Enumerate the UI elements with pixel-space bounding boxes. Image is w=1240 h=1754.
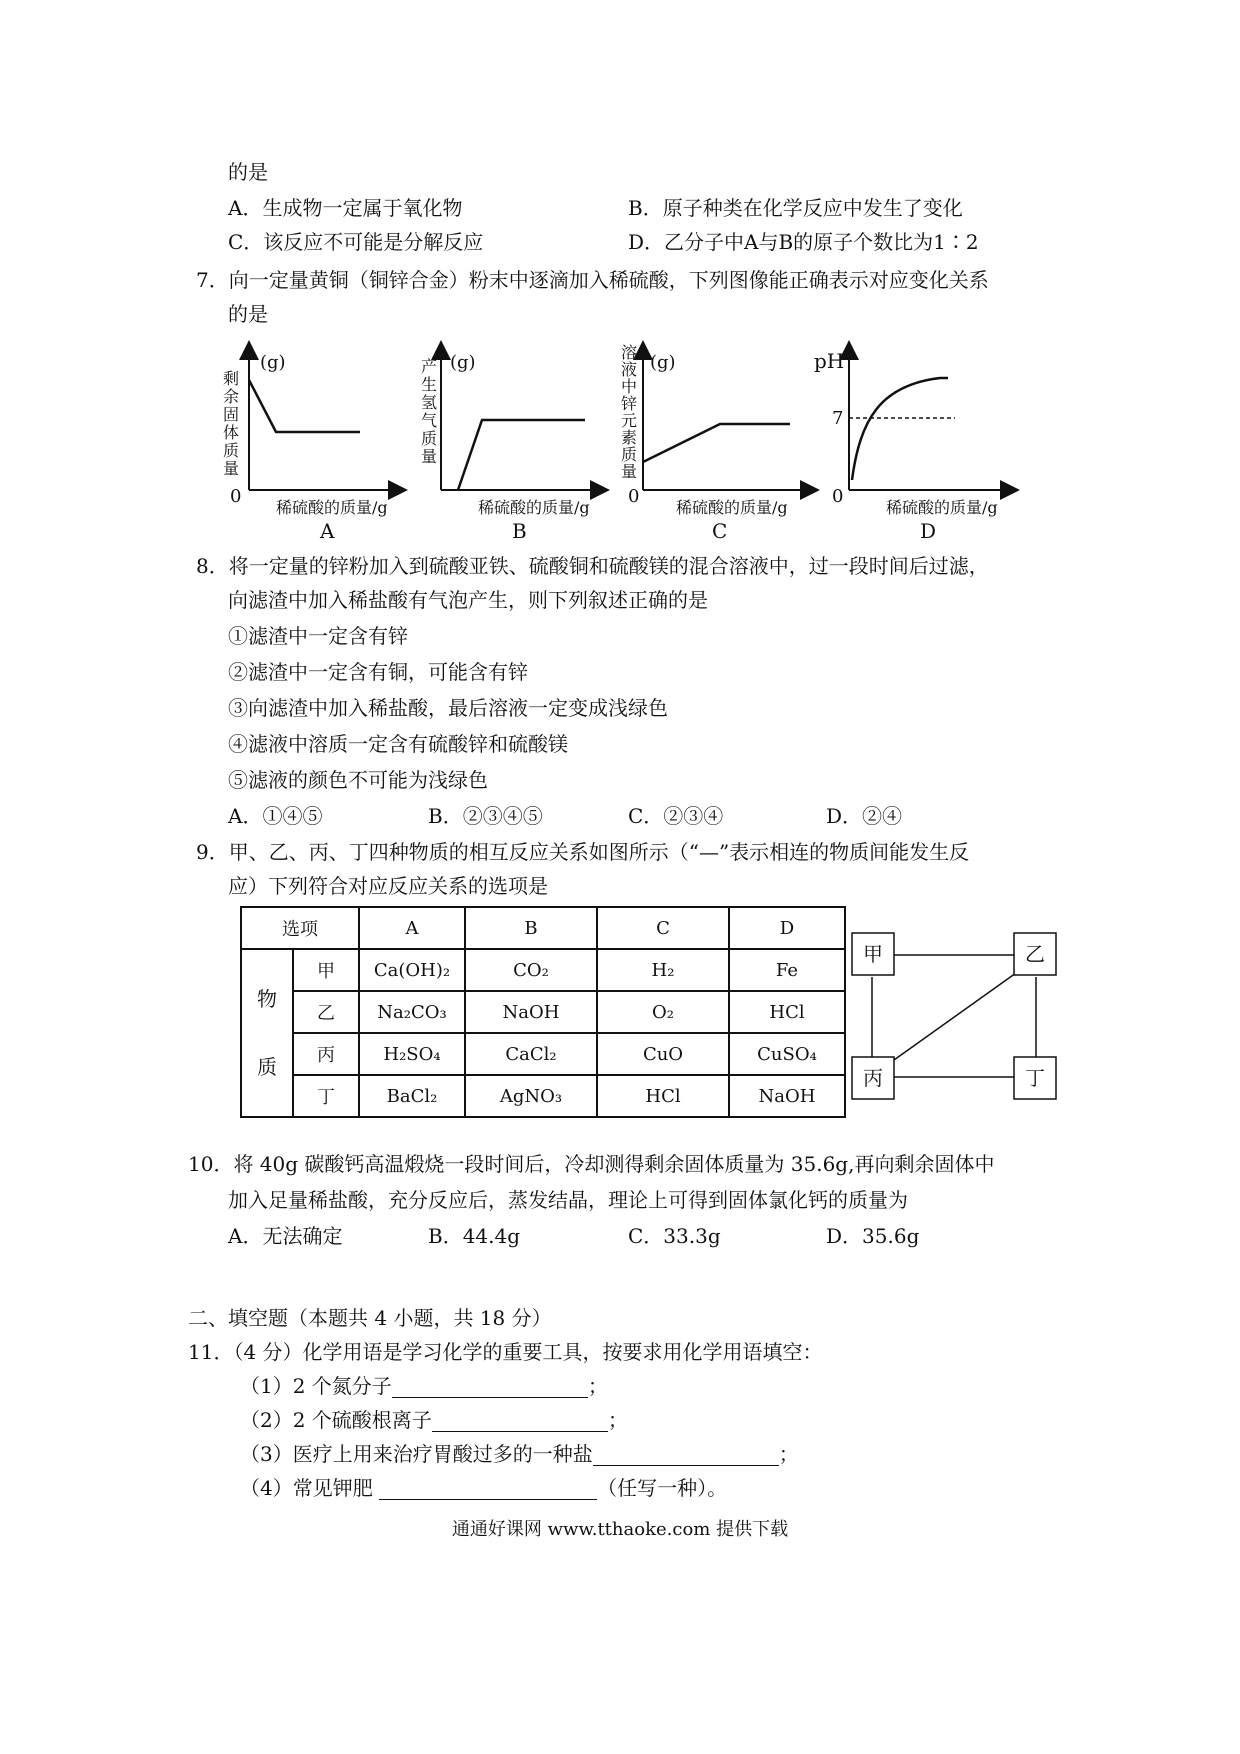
chart-b-letter: B <box>512 519 527 543</box>
q7-stem-line2: 的是 <box>228 302 268 326</box>
table-cell: CuSO₄ <box>729 1033 845 1075</box>
table-row-label: 丙 <box>293 1033 359 1075</box>
answer-blank-3[interactable] <box>593 1445 779 1466</box>
q11-sub-4-text: （4）常见钾肥 <box>240 1476 373 1500</box>
q10-stem-line1: 10．将 40g 碳酸钙高温煅烧一段时间后，冷却测得剩余固体质量为 35.6g,再向剩余固体中 <box>188 1152 995 1176</box>
table-cell: Fe <box>729 949 845 991</box>
chart-d-letter: D <box>920 519 937 543</box>
chart-b-ylabel: 产生氢气质量 <box>418 358 438 466</box>
table-cell: CO₂ <box>465 949 597 991</box>
chart-b-curve <box>458 420 585 490</box>
chart-c-letter: C <box>712 519 728 543</box>
chart-d-zero: 0 <box>832 486 844 507</box>
q11-sub-2-text: （2）2 个硫酸根离子 <box>240 1408 432 1432</box>
diagram-label-ding: 丁 <box>1025 1066 1045 1090</box>
chart-a-zero: 0 <box>230 486 242 507</box>
chart-a-ylabel: 剩余固体质量 <box>220 370 240 478</box>
table-head-cell: D <box>729 907 845 949</box>
table-cell: CaCl₂ <box>465 1033 597 1075</box>
q6-option-c: C．该反应不可能是分解反应 <box>228 230 484 254</box>
chart-b-xlabel: 稀硫酸的质量/g <box>478 498 590 517</box>
chart-c-unit: (g) <box>650 352 676 373</box>
q11-sub-3 <box>240 1442 799 1466</box>
table-cell: AgNO₃ <box>465 1075 597 1117</box>
table-head-cell: B <box>465 907 597 949</box>
table-cell: CuO <box>597 1033 729 1075</box>
table-row-label: 甲 <box>293 949 359 991</box>
q8-stem-line2: 向滤渣中加入稀盐酸有气泡产生，则下列叙述正确的是 <box>228 588 708 612</box>
table-cell: Ca(OH)₂ <box>359 949 465 991</box>
q6-option-d: D．乙分子中A与B的原子个数比为1∶2 <box>628 230 979 254</box>
chart-d <box>814 349 1010 543</box>
table-row <box>241 1033 845 1075</box>
q8-item-3: ③向滤渣中加入稀盐酸，最后溶液一定变成浅绿色 <box>228 696 668 720</box>
table-row-label: 乙 <box>293 991 359 1033</box>
q6-option-b: B．原子种类在化学反应中发生了变化 <box>628 196 963 220</box>
answer-blank-1[interactable] <box>392 1377 588 1398</box>
q8-item-4: ④滤液中溶质一定含有硫酸锌和硫酸镁 <box>228 732 568 756</box>
q11-stem: 11．（4 分）化学用语是学习化学的重要工具，按要求用化学用语填空： <box>188 1340 823 1364</box>
q6-option-a: A．生成物一定属于氧化物 <box>228 196 463 220</box>
chart-d-mark: 7 <box>832 408 844 429</box>
table-row-label: 丁 <box>293 1075 359 1117</box>
table-head-cell: A <box>359 907 465 949</box>
q11-sub-1 <box>240 1374 608 1398</box>
chart-d-xlabel: 稀硫酸的质量/g <box>886 498 998 517</box>
table-cell: NaOH <box>465 991 597 1033</box>
chart-b-unit: (g) <box>450 352 476 373</box>
q11-sub-1-suffix: ； <box>587 1374 608 1398</box>
q8-option-a: A．①④⑤ <box>228 804 323 828</box>
q11-sub-3-text: （3）医疗上用来治疗胃酸过多的一种盐 <box>240 1442 593 1466</box>
q9-options-table <box>240 906 846 1118</box>
diagram-label-jia: 甲 <box>863 942 883 966</box>
chart-c <box>619 344 811 543</box>
table-group-char: 质 <box>257 1055 277 1079</box>
table-cell: H₂ <box>597 949 729 991</box>
table-cell: NaOH <box>729 1075 845 1117</box>
q6-tail: 的是 <box>228 160 268 184</box>
q10-option-b: B．44.4g <box>428 1224 521 1248</box>
q11-sub-2 <box>240 1408 628 1432</box>
diagram-label-bing: 丙 <box>863 1066 883 1090</box>
chart-d-ylabel: pH <box>814 349 845 373</box>
q8-item-1: ①滤渣中一定含有锌 <box>228 624 408 648</box>
table-cell: HCl <box>597 1075 729 1117</box>
chart-a-unit: (g) <box>260 352 286 373</box>
section2-title: 二、填空题（本题共 4 小题，共 18 分） <box>188 1306 552 1330</box>
q11-sub-4 <box>240 1476 727 1500</box>
table-row <box>241 949 845 991</box>
q10-option-c: C．33.3g <box>628 1224 721 1248</box>
table-header-row <box>241 907 845 949</box>
q10-option-d: D．35.6g <box>826 1224 920 1248</box>
q11-sub-1-text: （1）2 个氮分子 <box>240 1374 392 1398</box>
table-row <box>241 991 845 1033</box>
table-cell: HCl <box>729 991 845 1033</box>
q8-option-d: D．②④ <box>826 804 903 828</box>
chart-c-zero: 0 <box>628 486 640 507</box>
q9-stem-line2: 应）下列符合对应反应关系的选项是 <box>228 874 548 898</box>
q11-sub-3-suffix: ； <box>778 1442 799 1466</box>
q10-option-a: A．无法确定 <box>228 1224 343 1248</box>
table-cell: BaCl₂ <box>359 1075 465 1117</box>
chart-a-xlabel: 稀硫酸的质量/g <box>276 498 388 517</box>
chart-d-curve <box>852 378 948 480</box>
table-cell: O₂ <box>597 991 729 1033</box>
q8-option-c: C．②③④ <box>628 804 724 828</box>
q8-option-b: B．②③④⑤ <box>428 804 543 828</box>
answer-blank-4[interactable] <box>379 1479 597 1500</box>
answer-blank-2[interactable] <box>432 1411 608 1432</box>
q11-sub-4-suffix: （任写一种）。 <box>597 1476 728 1500</box>
chart-c-curve <box>643 424 790 462</box>
table-cell: H₂SO₄ <box>359 1033 465 1075</box>
q9-stem-line1: 9．甲、乙、丙、丁四种物质的相互反应关系如图所示（“—”表示相连的物质间能发生反 <box>196 840 970 864</box>
chart-a-letter: A <box>320 519 335 543</box>
table-group-char: 物 <box>257 987 277 1011</box>
q7-stem-line1: 7．向一定量黄铜（铜锌合金）粉末中逐滴加入稀硫酸，下列图像能正确表示对应变化关系 <box>196 268 989 292</box>
table-cell: Na₂CO₃ <box>359 991 465 1033</box>
table-row <box>241 1075 845 1117</box>
chart-b <box>419 350 601 543</box>
q8-item-2: ②滤渣中一定含有铜，可能含有锌 <box>228 660 528 684</box>
q9-relation-diagram <box>850 925 1070 1105</box>
diagram-label-yi: 乙 <box>1025 942 1045 966</box>
table-group-cell <box>241 949 293 1117</box>
q7-charts <box>0 340 1240 550</box>
chart-a-curve <box>249 380 360 432</box>
q8-item-5: ⑤滤液的颜色不可能为浅绿色 <box>228 768 488 792</box>
chart-c-ylabel: 溶液中锌元素质量 <box>618 344 638 480</box>
chart-c-xlabel: 稀硫酸的质量/g <box>676 498 788 517</box>
q10-stem-line2: 加入足量稀盐酸，充分反应后，蒸发结晶，理论上可得到固体氯化钙的质量为 <box>228 1188 908 1212</box>
table-head-cell: C <box>597 907 729 949</box>
q11-sub-2-suffix: ； <box>607 1408 628 1432</box>
page-footer: 通通好课网 www.tthaoke.com 提供下载 <box>451 1519 789 1540</box>
table-head-cell: 选项 <box>241 907 359 949</box>
q8-stem-line1: 8．将一定量的锌粉加入到硫酸亚铁、硫酸铜和硫酸镁的混合溶液中，过一段时间后过滤， <box>196 554 989 578</box>
chart-a <box>221 350 399 543</box>
